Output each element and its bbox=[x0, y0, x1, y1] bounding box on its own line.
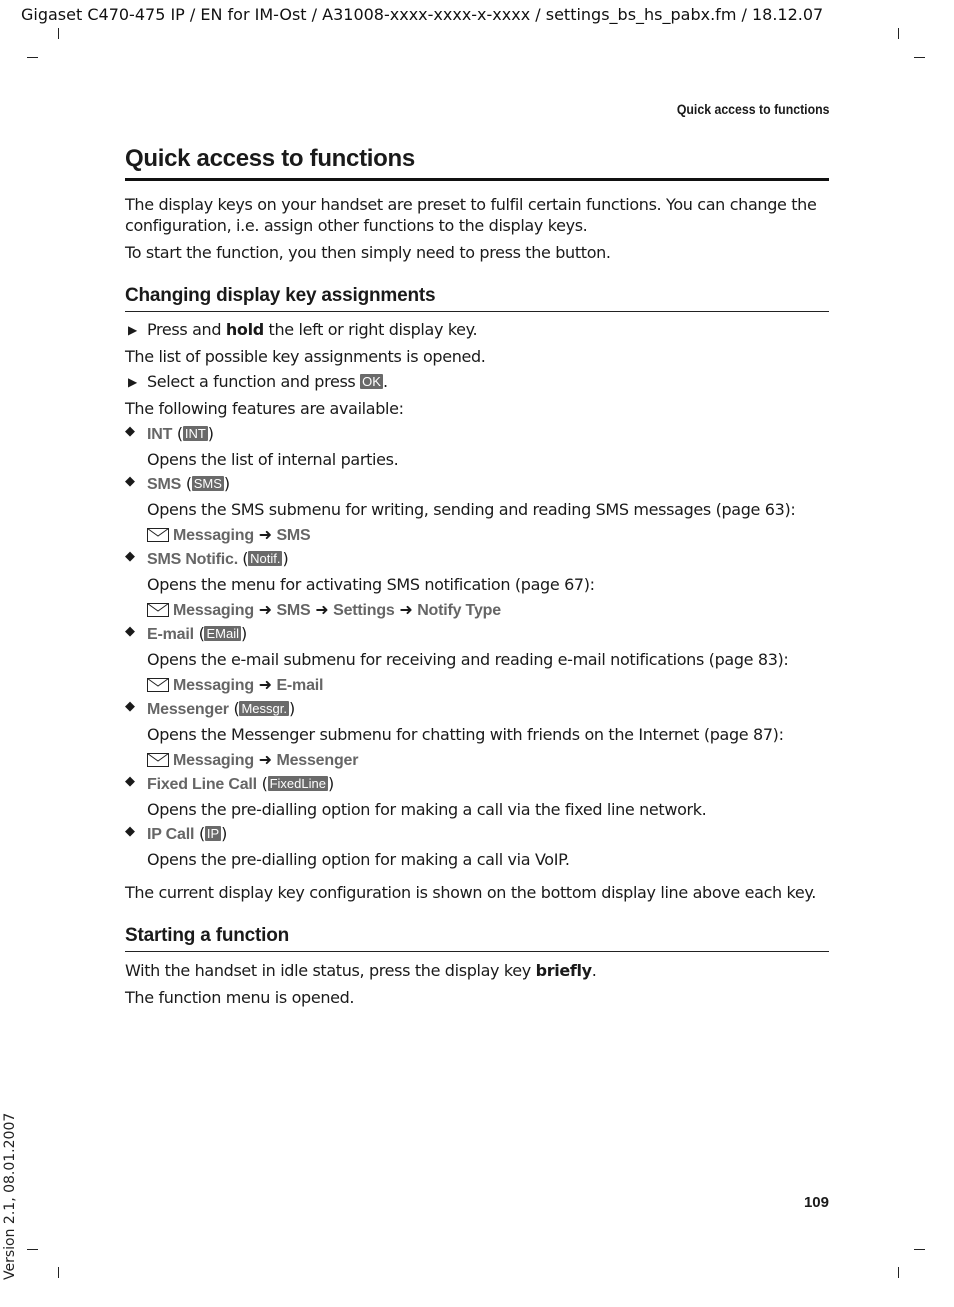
closing-paragraph: The current display key configuration is shown on the bottom display line above each key. bbox=[125, 883, 816, 902]
menu-path: Messaging ➜ SMS ➜ Settings ➜ Notify Type bbox=[125, 597, 829, 623]
version-label: Version 2.1, 08.01.2007 bbox=[2, 1112, 18, 1280]
menu-path: Messaging ➜ E-mail bbox=[125, 672, 829, 698]
arrow-right-icon: ➜ bbox=[258, 525, 272, 544]
feature-item-fixed-line-call: ◆ Fixed Line Call ( FixedLine ) Opens the pre-dialling option for making a call via the fixed line network. bbox=[125, 771, 829, 822]
feature-item-messenger: ◆ Messenger ( Messgr. ) Opens the Messenger submenu for chatting with friends on the Internet (page 87): Messaging ➜ Messenger bbox=[125, 696, 829, 773]
crop-mark bbox=[27, 57, 38, 58]
instruction-step: ▶ Select a function and press OK . bbox=[128, 372, 388, 391]
diamond-icon: ◆ bbox=[125, 774, 135, 789]
display-key-badge: IP bbox=[206, 826, 220, 841]
arrow-right-icon: ➜ bbox=[258, 600, 272, 619]
envelope-icon bbox=[147, 678, 169, 692]
page-title: Quick access to functions bbox=[125, 144, 829, 181]
intro-paragraph: To start the function, you then simply need to press the button. bbox=[125, 243, 611, 262]
page-content bbox=[125, 144, 829, 1007]
feature-item-ip-call: ◆ IP Call ( IP ) Opens the pre-dialling option for making a call via VoIP. bbox=[125, 821, 829, 872]
arrow-right-icon: ➜ bbox=[258, 750, 272, 769]
section-heading: Changing display key assignments bbox=[125, 284, 829, 312]
starting-result: The function menu is opened. bbox=[125, 988, 355, 1007]
diamond-icon: ◆ bbox=[125, 474, 135, 489]
arrow-right-icon: ➜ bbox=[399, 600, 413, 619]
triangle-right-icon: ▶ bbox=[128, 323, 137, 337]
display-key-badge: SMS bbox=[193, 476, 222, 491]
instruction-step: ▶ Press and hold the left or right display key. bbox=[128, 320, 478, 339]
diamond-icon: ◆ bbox=[125, 424, 135, 439]
step-result: The list of possible key assignments is opened. bbox=[125, 347, 486, 366]
starting-paragraph: With the handset in idle status, press the display key briefly. bbox=[125, 961, 597, 980]
crop-mark bbox=[898, 1267, 899, 1278]
envelope-icon bbox=[147, 528, 169, 542]
document-header: Gigaset C470-475 IP / EN for IM-Ost / A31008-xxxx-xxxx-x-xxxx / settings_bs_hs_pabx.fm / 18.12.07 bbox=[21, 5, 824, 24]
crop-mark bbox=[914, 1249, 925, 1250]
crop-mark bbox=[898, 28, 899, 39]
display-key-badge: INT bbox=[184, 426, 206, 441]
display-key-badge: Messgr. bbox=[241, 701, 287, 716]
envelope-icon bbox=[147, 753, 169, 767]
feature-item-int: ◆ INT ( INT ) Opens the list of internal parties. bbox=[125, 421, 829, 472]
diamond-icon: ◆ bbox=[125, 549, 135, 564]
feature-item-email: ◆ E-mail ( EMail ) Opens the e-mail submenu for receiving and reading e-mail notifications (page 83): Messaging ➜ E-mail bbox=[125, 621, 829, 698]
crop-mark bbox=[914, 57, 925, 58]
crop-mark bbox=[27, 1249, 38, 1250]
display-key-badge: EMail bbox=[206, 626, 239, 641]
features-intro: The following features are available: bbox=[125, 399, 404, 418]
diamond-icon: ◆ bbox=[125, 824, 135, 839]
display-key-badge: Notif. bbox=[250, 551, 281, 566]
triangle-right-icon: ▶ bbox=[128, 375, 137, 389]
arrow-right-icon: ➜ bbox=[315, 600, 329, 619]
ok-key-badge: OK bbox=[362, 374, 381, 389]
crop-mark bbox=[58, 1267, 59, 1278]
diamond-icon: ◆ bbox=[125, 699, 135, 714]
menu-path: Messaging ➜ Messenger bbox=[125, 747, 829, 773]
diamond-icon: ◆ bbox=[125, 624, 135, 639]
feature-item-sms: ◆ SMS ( SMS ) Opens the SMS submenu for writing, sending and reading SMS messages (page 63): Messaging ➜ SMS bbox=[125, 471, 829, 548]
section-heading: Starting a function bbox=[125, 924, 829, 952]
envelope-icon bbox=[147, 603, 169, 617]
arrow-right-icon: ➜ bbox=[258, 675, 272, 694]
menu-path: Messaging ➜ SMS bbox=[125, 522, 829, 548]
page-number: 109 bbox=[803, 1194, 829, 1211]
running-head: Quick access to functions bbox=[676, 101, 829, 117]
intro-paragraph: The display keys on your handset are preset to fulfil certain functions. You can change the configuration, i.e. assign other functions to the display keys. bbox=[125, 195, 817, 235]
display-key-badge: FixedLine bbox=[269, 776, 326, 791]
feature-item-sms-notific: ◆ SMS Notific. ( Notif. ) Opens the menu for activating SMS notification (page 67): Messaging ➜ SMS ➜ Settings ➜ Notify Type bbox=[125, 546, 829, 623]
crop-mark bbox=[58, 28, 59, 39]
